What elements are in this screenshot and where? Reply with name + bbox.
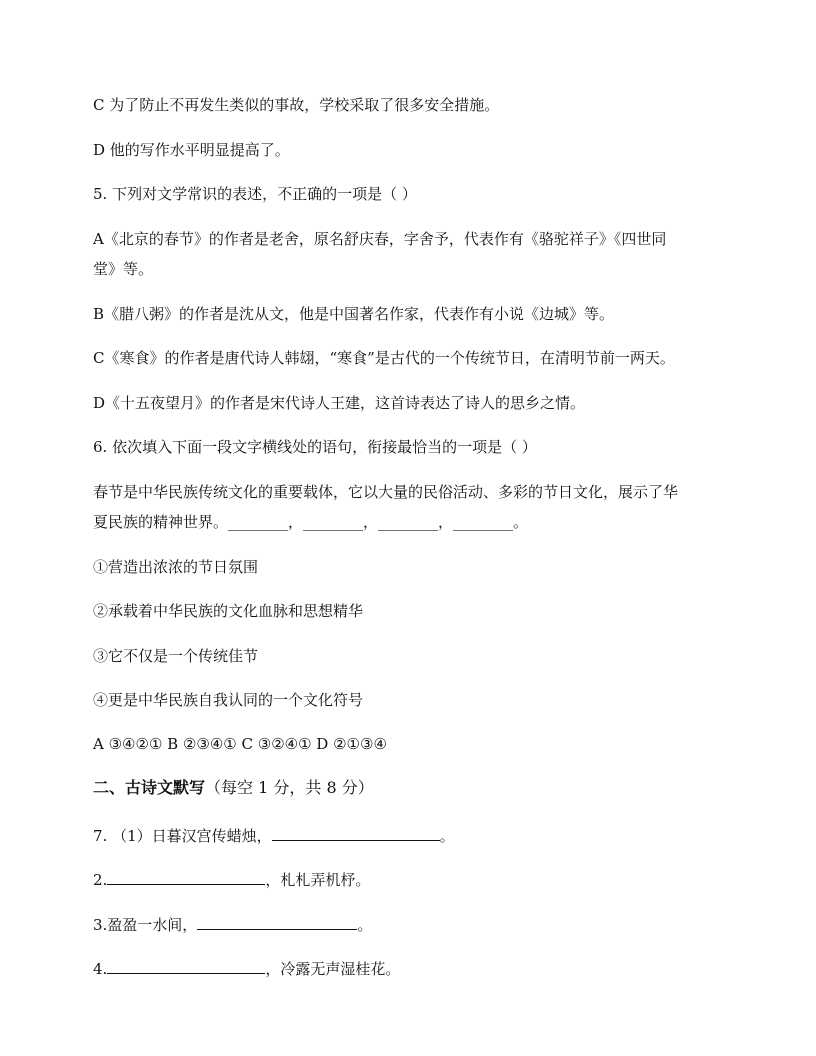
q4-option-d: D 他的写作水平明显提高了。 bbox=[93, 141, 290, 159]
q6-passage bbox=[93, 477, 729, 537]
q7-line-4-prefix: 4. bbox=[93, 960, 108, 978]
q5-option-d: D《十五夜望月》的作者是宋代诗人王建，这首诗表达了诗人的思乡之情。 bbox=[93, 394, 586, 412]
section-2-note: （每空 1 分，共 8 分） bbox=[205, 778, 374, 797]
q7-line-2-suffix: ，札札弄机杼。 bbox=[265, 871, 371, 889]
answer-blank-1[interactable] bbox=[272, 824, 440, 841]
q6-item-3: ③它不仅是一个传统佳节 bbox=[93, 647, 259, 665]
q5-stem: 5. 下列对文学常识的表述，不正确的一项是（ ） bbox=[93, 185, 417, 203]
q7-line-4-suffix: ，冷露无声湿桂花。 bbox=[265, 960, 401, 978]
q6-item-4: ④更是中华民族自我认同的一个文化符号 bbox=[93, 691, 364, 709]
q7-line-3-prefix: 3.盈盈一水间， bbox=[93, 916, 198, 934]
q5-option-c: C《寒食》的作者是唐代诗人韩翃，“寒食”是古代的一个传统节日，在清明节前一两天。 bbox=[93, 349, 675, 367]
q6-item-2: ②承载着中华民族的文化血脉和思想精华 bbox=[93, 602, 364, 620]
q4-option-c: C 为了防止不再发生类似的事故，学校采取了很多安全措施。 bbox=[93, 96, 500, 114]
q6-item-1: ①营造出浓浓的节日氛围 bbox=[93, 558, 259, 576]
q7-line-3-suffix: 。 bbox=[357, 916, 373, 934]
q6-passage-line1: 春节是中华民族传统文化的重要载体，它以大量的民俗活动、多彩的节日文化，展示了华 bbox=[93, 483, 679, 501]
q7-line-1 bbox=[93, 822, 733, 850]
q7-line-4 bbox=[93, 955, 733, 983]
q7-line-2-prefix: 2. bbox=[93, 871, 108, 889]
q7-line-1-prefix: 7. （1）日暮汉宫传蜡烛， bbox=[93, 827, 272, 845]
answer-blank-4[interactable] bbox=[107, 957, 265, 974]
q6-choices: A ③④②① B ②③④① C ③②④① D ②①③④ bbox=[93, 735, 387, 753]
answer-blank-3[interactable] bbox=[197, 913, 357, 930]
q5-option-a bbox=[93, 224, 729, 284]
q5-option-a-line2: 堂》等。 bbox=[93, 260, 154, 278]
q7-line-2 bbox=[93, 866, 733, 894]
section-2-title: 二、古诗文默写 bbox=[93, 778, 206, 797]
q5-option-a-line1: A《北京的春节》的作者是老舍，原名舒庆春，字舍予，代表作有《骆驼祥子》《四世同 bbox=[93, 230, 667, 248]
q7-line-1-suffix: 。 bbox=[439, 827, 455, 845]
q5-option-b: B《腊八粥》的作者是沈从文，他是中国著名作家，代表作有小说《边城》等。 bbox=[93, 305, 615, 323]
q6-passage-line2: 夏民族的精神世界。________，________，________，________。 bbox=[93, 513, 529, 531]
answer-blank-2[interactable] bbox=[107, 868, 265, 885]
section-2-heading bbox=[93, 773, 733, 803]
q6-stem: 6. 依次填入下面一段文字横线处的语句，衔接最恰当的一项是（ ） bbox=[93, 438, 537, 456]
q7-line-3 bbox=[93, 911, 733, 939]
